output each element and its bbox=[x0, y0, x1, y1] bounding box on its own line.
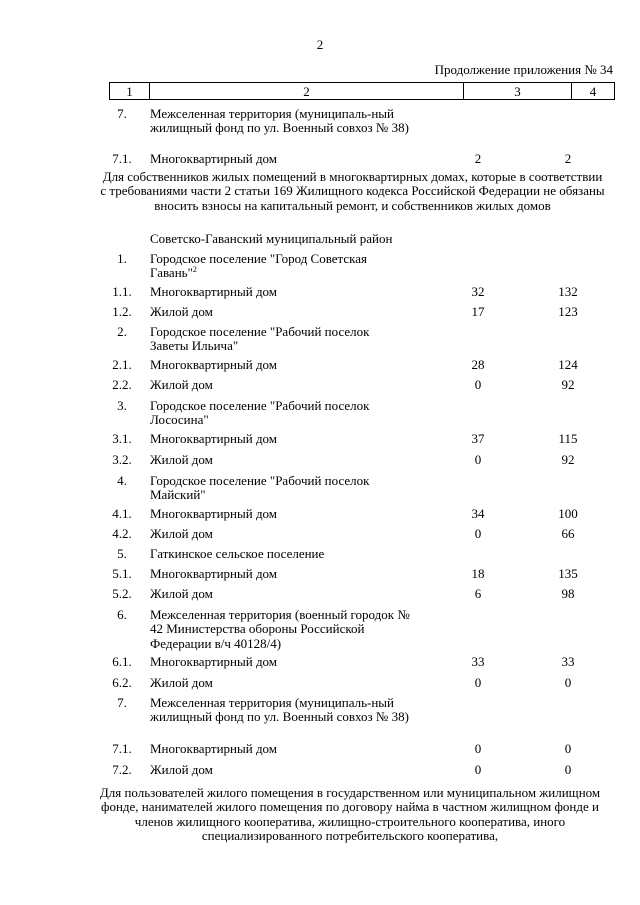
row-number: 5.1. bbox=[112, 566, 132, 581]
row-value-col4: 123 bbox=[558, 304, 578, 319]
row-name: Городское поселение "Рабочий поселок Лососина" bbox=[150, 398, 370, 428]
district-heading: Советско-Гаванский муниципальный район bbox=[150, 231, 393, 246]
row-name: Многоквартирный дом bbox=[150, 151, 278, 166]
row-value-col4: 100 bbox=[558, 506, 578, 521]
row-name: Городское поселение "Рабочий поселок Майский" bbox=[150, 473, 370, 503]
row-name: Многоквартирный дом bbox=[150, 566, 278, 581]
row-name: Жилой дом bbox=[150, 452, 213, 467]
row-name: Жилой дом bbox=[150, 377, 213, 392]
row-number: 4. bbox=[117, 473, 127, 488]
row-value-col3: 17 bbox=[471, 304, 485, 319]
row-number: 3.1. bbox=[112, 431, 132, 446]
row-value-col3: 0 bbox=[474, 526, 482, 541]
row-number: 1.2. bbox=[112, 304, 132, 319]
row-name: Межселенная территория (муниципаль-ный жилищный фонд по ул. Военный совхоз № 38) bbox=[150, 695, 409, 725]
row-name: Многоквартирный дом bbox=[150, 357, 278, 372]
row-number: 4.1. bbox=[112, 506, 132, 521]
footnote-marker: 2 bbox=[192, 265, 197, 275]
page-number: 2 bbox=[316, 37, 324, 52]
column-header-table bbox=[109, 82, 615, 100]
row-value-col4: 2 bbox=[564, 151, 572, 166]
row-value-col4: 132 bbox=[558, 284, 578, 299]
row-number: 7.2. bbox=[112, 762, 132, 777]
row-value-col4: 115 bbox=[558, 431, 578, 446]
row-number: 5.2. bbox=[112, 586, 132, 601]
row-name: Многоквартирный дом bbox=[150, 741, 278, 756]
row-number: 2.1. bbox=[112, 357, 132, 372]
row-value-col4: 33 bbox=[561, 654, 575, 669]
row-value-col3: 0 bbox=[474, 452, 482, 467]
row-name: Многоквартирный дом bbox=[150, 654, 278, 669]
row-name: Многоквартирный дом bbox=[150, 506, 278, 521]
section-paragraph: Для пользователей жилого помещения в государственном или муниципальном жилищном фонде, нанимателей жилого помещения по договору найма в частном жилищном фонде и членов жилищного кооператива, жилищно-строительного кооператива, иного специализированного потребительского кооператива, bbox=[99, 785, 601, 843]
row-name: Жилой дом bbox=[150, 762, 213, 777]
row-value-col3: 37 bbox=[471, 431, 485, 446]
row-name: Городское поселение "Город Советская Гавань"$^2$ bbox=[150, 251, 368, 281]
row-value-col3: 0 bbox=[474, 675, 482, 690]
row-name: Жилой дом bbox=[150, 304, 213, 319]
row-number: 3.2. bbox=[112, 452, 132, 467]
row-value-col4: 92 bbox=[561, 452, 575, 467]
row-name: Многоквартирный дом bbox=[150, 284, 278, 299]
row-name: Жилой дом bbox=[150, 675, 213, 690]
row-value-col4: 0 bbox=[564, 762, 572, 777]
row-number: 2. bbox=[117, 324, 127, 339]
row-value-col4: 124 bbox=[558, 357, 578, 372]
row-value-col3: 34 bbox=[471, 506, 485, 521]
row-value-col3: 28 bbox=[471, 357, 485, 372]
row-number: 7.1. bbox=[112, 741, 132, 756]
row-number: 4.2. bbox=[112, 526, 132, 541]
row-number: 3. bbox=[117, 398, 127, 413]
row-value-col4: 135 bbox=[558, 566, 578, 581]
row-name: Жилой дом bbox=[150, 526, 213, 541]
row-value-col3: 6 bbox=[474, 586, 482, 601]
row-value-col4: 92 bbox=[561, 377, 575, 392]
section-paragraph: Для собственников жилых помещений в многоквартирных домах, которые в соответствии с требованиями части 2 статьи 169 Жилищного кодекса Российской Федерации не обязаны вносить взносы на капитальный ремонт, и собственников жилых домов bbox=[100, 169, 605, 213]
row-value-col4: 66 bbox=[561, 526, 575, 541]
row-number: 1. bbox=[117, 251, 127, 266]
row-number: 6. bbox=[117, 607, 127, 622]
header-col-4: 4 bbox=[572, 83, 615, 100]
row-number: 2.2. bbox=[112, 377, 132, 392]
header-col-1: 1 bbox=[110, 83, 150, 100]
header-col-2: 2 bbox=[150, 83, 464, 100]
row-name: Жилой дом bbox=[150, 586, 213, 601]
row-name: Гаткинское сельское поселение bbox=[150, 546, 325, 561]
row-number: 7. bbox=[117, 695, 127, 710]
row-value-col3: 2 bbox=[474, 151, 482, 166]
row-number: 7.1. bbox=[112, 151, 132, 166]
row-value-col3: 33 bbox=[471, 654, 485, 669]
row-number: 5. bbox=[117, 546, 127, 561]
row-number: 7. bbox=[117, 106, 127, 121]
row-value-col4: 98 bbox=[561, 586, 575, 601]
row-value-col3: 0 bbox=[474, 762, 482, 777]
row-value-col3: 0 bbox=[474, 741, 482, 756]
row-number: 6.1. bbox=[112, 654, 132, 669]
row-name: Межселенная территория (муниципаль-ный жилищный фонд по ул. Военный совхоз № 38) bbox=[150, 106, 409, 136]
row-name: Межселенная территория (военный городок № 42 Министерства обороны Российской Федерации в/ч 40128/4) bbox=[150, 607, 410, 651]
row-name: Городское поселение "Рабочий поселок Заветы Ильича" bbox=[150, 324, 370, 354]
row-value-col4: 0 bbox=[564, 741, 572, 756]
row-value-col4: 0 bbox=[564, 675, 572, 690]
row-number: 6.2. bbox=[112, 675, 132, 690]
row-value-col3: 0 bbox=[474, 377, 482, 392]
row-value-col3: 32 bbox=[471, 284, 485, 299]
row-name: Многоквартирный дом bbox=[150, 431, 278, 446]
row-value-col3: 18 bbox=[471, 566, 485, 581]
header-col-3: 3 bbox=[464, 83, 572, 100]
continuation-label: Продолжение приложения № 34 bbox=[434, 62, 613, 77]
row-number: 1.1. bbox=[112, 284, 132, 299]
